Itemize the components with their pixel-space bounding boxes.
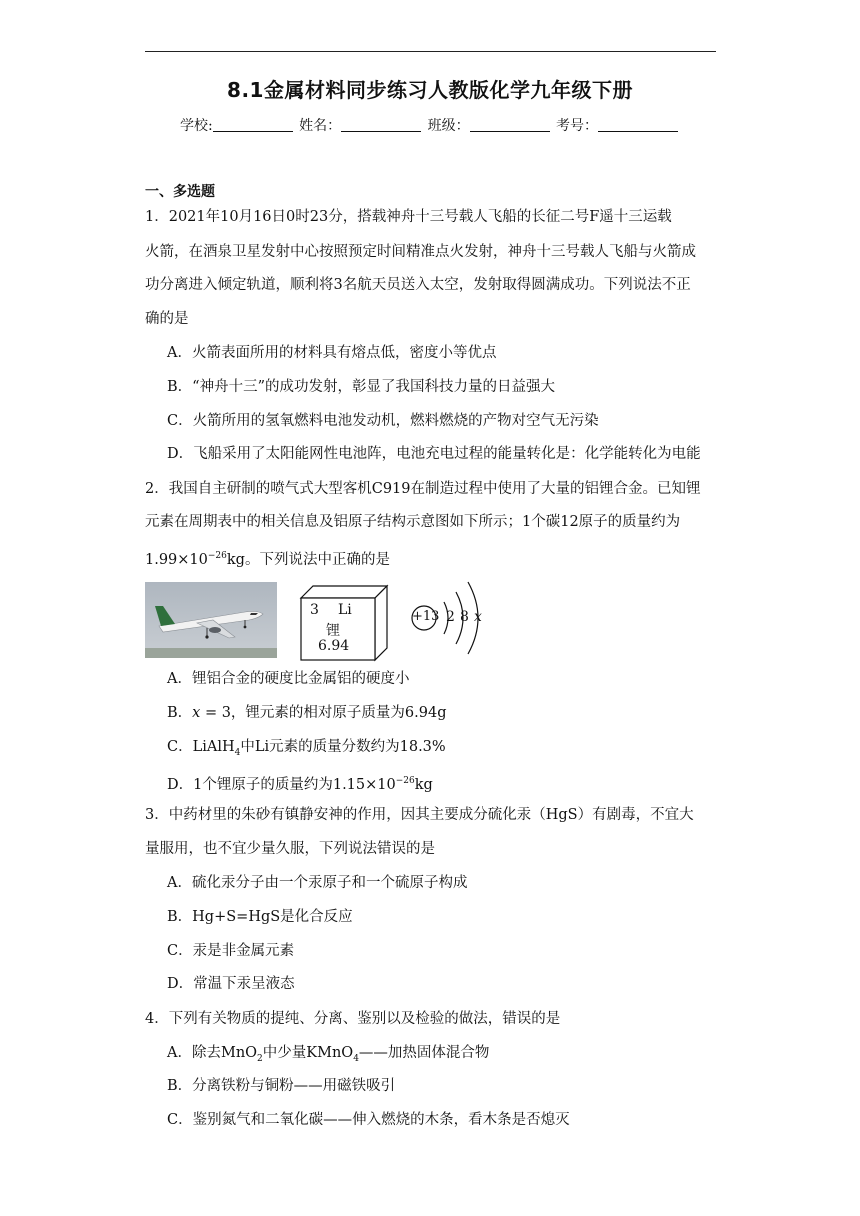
- q4-option-c: C．鉴别氮气和二氧化碳——伸入燃烧的木条，看木条是否熄灭: [167, 1112, 570, 1128]
- top-rule: [145, 51, 716, 52]
- exam-number-blank[interactable]: [598, 117, 678, 132]
- q3-line-2: 量服用，也不宜少量久服，下列说法错误的是: [145, 841, 435, 857]
- q2-option-c: C．LiAlH$_4$中Li元素的质量分数约为18.3%: [167, 739, 446, 758]
- element-mass: 6.94: [318, 638, 350, 654]
- name-blank[interactable]: [341, 117, 421, 132]
- aluminum-atom-structure: [408, 572, 508, 664]
- element-symbol: Li: [338, 602, 352, 618]
- q3-line-1: 3．中药材里的朱砂有镇静安神的作用，因其主要成分硫化汞（HgS）有剧毒，不宜大: [145, 807, 694, 823]
- q4-option-b: B．分离铁粉与铜粉——用磁铁吸引: [167, 1078, 396, 1094]
- page-title: 8.1金属材料同步练习人教版化学九年级下册: [227, 78, 633, 102]
- q2-line-3: $1.99\times 10^{-26}kg$。下列说法中正确的是: [145, 551, 390, 568]
- student-info-line: [0, 115, 860, 135]
- shell-3-electrons: x: [474, 609, 482, 625]
- q2-option-a: A．锂铝合金的硬度比金属铝的硬度小: [167, 671, 410, 687]
- element-number: 3: [310, 602, 319, 618]
- q1-line-2: 火箭，在酒泉卫星发射中心按照预定时间精准点火发射，神舟十三号载人飞船与火箭成: [145, 244, 696, 260]
- q1-line-3: 功分离进入倾定轨道，顺利将3名航天员送入太空，发射取得圆满成功。下列说法不正: [145, 277, 691, 293]
- school-label: 学校:: [179, 118, 213, 134]
- q1-option-c: C．火箭所用的氢氧燃料电池发动机，燃料燃烧的产物对空气无污染: [167, 413, 599, 429]
- q1-option-b: B．“神舟十三”的成功发射，彰显了我国科技力量的日益强大: [167, 379, 555, 395]
- q4-line-1: 4．下列有关物质的提纯、分离、鉴别以及检验的做法，错误的是: [145, 1011, 561, 1027]
- element-name: 锂: [326, 623, 340, 639]
- q1-option-d: D．飞船采用了太阳能网性电池阵，电池充电过程的能量转化是：化学能转化为电能: [167, 446, 701, 462]
- q3-option-a: A．硫化汞分子由一个汞原子和一个硫原子构成: [167, 875, 468, 891]
- q1-line-4: 确的是: [145, 311, 189, 327]
- q3-option-b: B．Hg+S=HgS是化合反应: [167, 909, 353, 925]
- class-blank[interactable]: [470, 117, 550, 132]
- section-title: 一、多选题: [145, 184, 215, 200]
- q2-option-b: B．x = 3，锂元素的相对原子质量为6.94g: [167, 705, 447, 721]
- q1-option-a: A．火箭表面所用的材料具有熔点低，密度小等优点: [167, 345, 497, 361]
- shell-2-electrons: 8: [460, 609, 469, 625]
- exam-number-label: 考号：: [556, 118, 599, 134]
- c919-airplane-image: [145, 582, 277, 658]
- q2-line-2: 元素在周期表中的相关信息及铝原子结构示意图如下所示；1个碳12原子的质量约为: [145, 514, 681, 530]
- q1-line-1: 1．2021年10月16日0时23分，搭载神舟十三号载人飞船的长征二号F遥十三运载: [145, 209, 672, 225]
- q3-option-d: D．常温下汞呈液态: [167, 976, 295, 992]
- q2-option-d: D．1个锂原子的质量约为$1.15\times 10^{-26}kg$: [167, 776, 433, 793]
- name-label: 姓名：: [299, 118, 342, 134]
- q2-line-1: 2．我国自主研制的喷气式大型客机C919在制造过程中使用了大量的铝锂合金。已知锂: [145, 481, 701, 497]
- class-label: 班级：: [427, 118, 470, 134]
- airplane-photo-icon: [145, 582, 277, 658]
- nucleus-charge: +13: [412, 609, 440, 624]
- lithium-element-cell: [298, 582, 390, 662]
- q4-option-a: A．除去MnO$_2$中少量KMnO$_4$——加热固体混合物: [167, 1045, 490, 1064]
- shell-1-electrons: 2: [446, 609, 455, 625]
- school-blank[interactable]: [213, 117, 293, 132]
- q3-option-c: C．汞是非金属元素: [167, 943, 295, 959]
